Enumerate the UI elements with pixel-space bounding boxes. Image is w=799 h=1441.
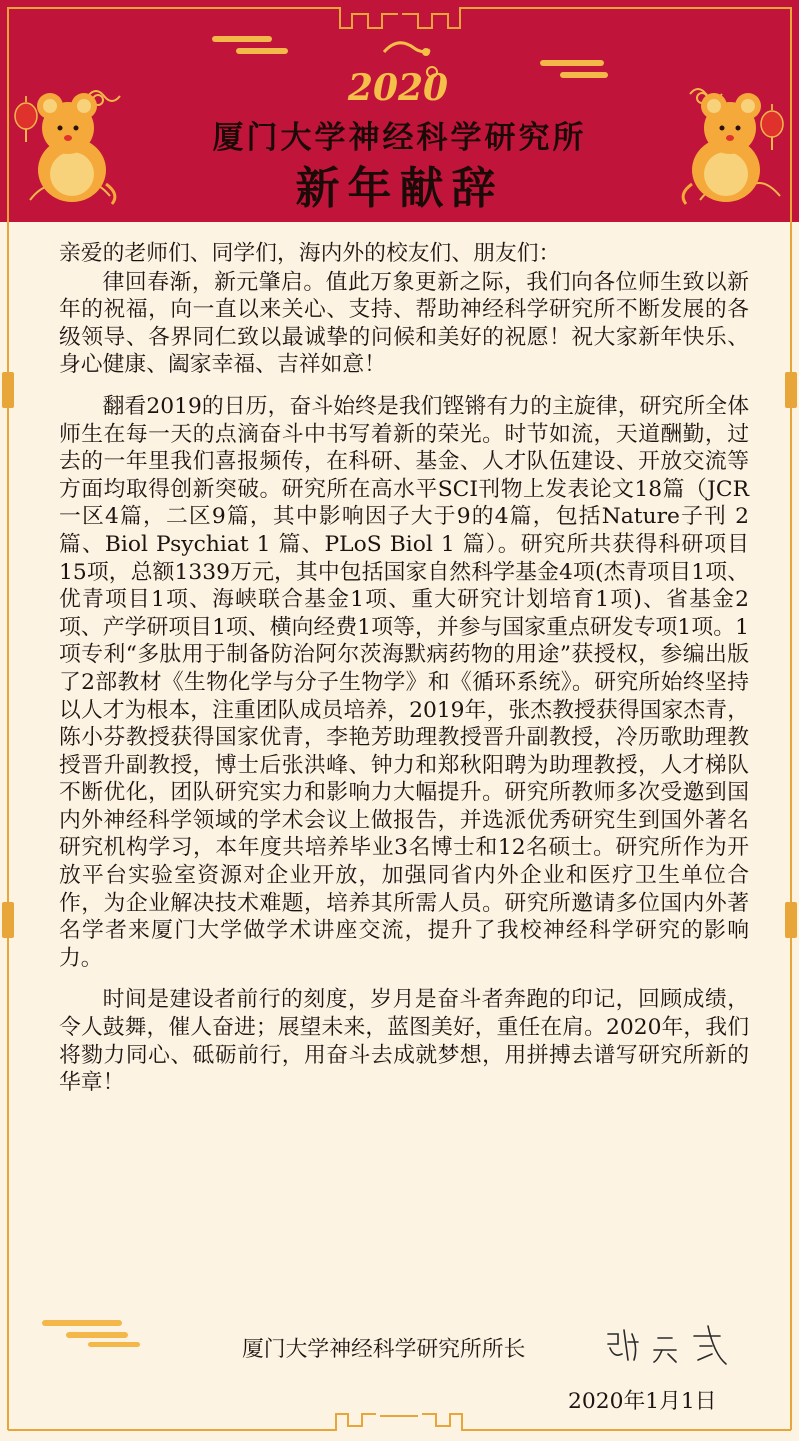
letter-date: 2020年1月1日 <box>568 1389 717 1414</box>
signer-title: 厦门大学神经科学研究所所长 <box>242 1337 526 1362</box>
signature-image <box>602 1320 732 1370</box>
year-logo-text: 2020 <box>347 67 449 109</box>
mouse-icon <box>678 88 788 208</box>
signature-block <box>242 1320 742 1370</box>
institute-title: 厦门大学神经科学研究所 <box>212 120 587 156</box>
paragraph-3: 时间是建设者前行的刻度，岁月是奋斗者奔跑的印记，回顾成绩，令人鼓舞，催人奋进；展望未来，蓝图美好，重任在肩。2020年，我们将勠力同心、砥砺前行，用奋斗去成就梦想，用拼搏去谱写研究所新的华章！ <box>59 987 749 1096</box>
page-title: 新年献辞 <box>295 163 504 214</box>
letter-body <box>59 240 749 1111</box>
paragraph-1: 律回春渐，新元肇启。值此万象更新之际，我们向各位师生致以新年的祝福，向一直以来关心、支持、帮助神经科学研究所不断发展的各级领导、各界同仁致以最诚挚的问候和美好的祝愿！祝大家新年快乐、身心健康、阖家幸福、吉祥如意！ <box>59 269 749 378</box>
greeting: 亲爱的老师们、同学们，海内外的校友们、朋友们： <box>59 241 561 266</box>
header-banner <box>0 0 799 222</box>
year-2020-logo <box>338 38 458 110</box>
paragraph-2: 翻看2019的日历，奋斗始终是我们铿锵有力的主旋律，研究所全体师生在每一天的点滴奋斗中书写着新的荣光。时节如流，天道酬勤，过去的一年里我们喜报频传，在科研、基金、人才队伍建设、开放交流等方面均取得创新突破。研究所在高水平SCI刊物上发表论文18篇（JCR一区4篇，二区9篇，其中影响因子大于9的4篇，包括Nature子刊 2篇、Biol Psychiat 1 篇、PLoS Biol 1 篇）。研究所共获得科研项目15项，总额1339万元，其中包括国家自然科学基金4项(杰青项目1项、优青项目1项、海峡联合基金1项、重大研究计划培育1项)、省基金2项、产学研项目1项、横向经费1项等，并参与国家重点研发专项1项。1项专利“多肽用于制备防治阿尔茨海默病药物的用途”获授权，参编出版了2部教材《生物化学与分子生物学》和《循环系统》。研究所始终坚持以人才为根本，注重团队成员培养，2019年，张杰教授获得国家杰青，陈小芬教授获得国家优青，李艳芳助理教授晋升副教授，冷历歌助理教授晋升副教授，博士后张洪峰、钟力和郑秋阳聘为助理教授，人才梯队不断优化，团队研究实力和影响力大幅提升。研究所教师多次受邀到国内外神经科学领域的学术会议上做报告，并选派优秀研究生到国外著名研究机构学习，本年度共培养毕业3名博士和12名硕士。研究所作为开放平台实验室资源对企业开放，加强同省内外企业和医疗卫生单位合作，为企业解决技术难题，培养其所需人员。研究所邀请多位国内外著名学者来厦门大学做学术讲座交流，提升了我校神经科学研究的影响力。 <box>59 393 749 971</box>
mouse-icon <box>10 88 120 208</box>
